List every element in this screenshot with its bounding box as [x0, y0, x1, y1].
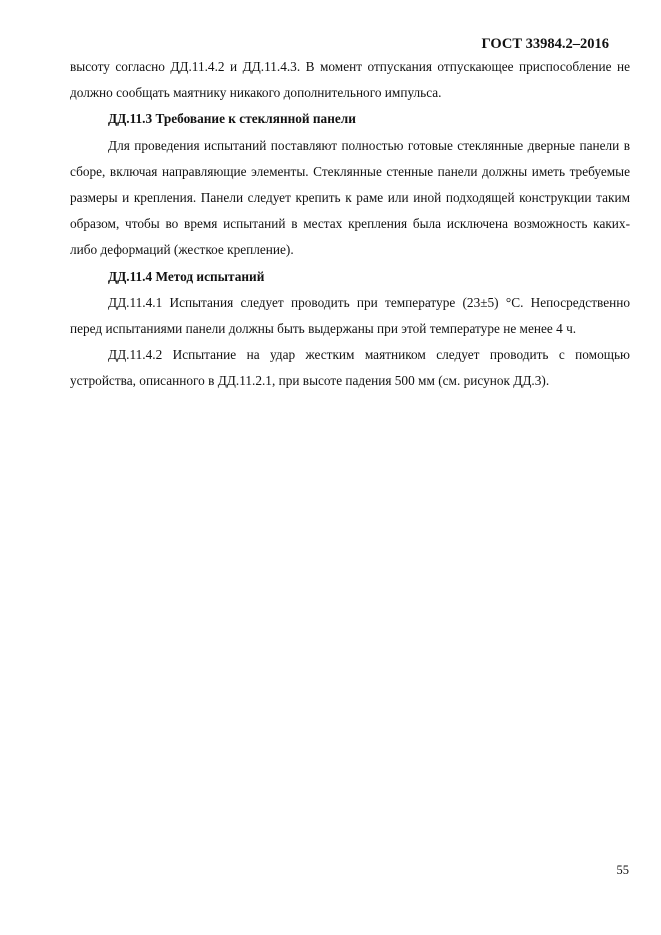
- section-heading-glass-panel: ДД.11.3 Требование к стеклянной панели: [108, 111, 356, 127]
- clause-11-4-1-paragraph: ДД.11.4.1 Испытания следует проводить при температуре (23±5) °С. Непосредственно перед испытаниями панели должны быть выдержаны при этой температуре не менее 4 ч.: [70, 294, 630, 337]
- continuation-paragraph: высоту согласно ДД.11.4.2 и ДД.11.4.3. В момент отпускания отпускающее приспособление не должно сообщать маятнику никакого дополнительного импульса.: [70, 59, 630, 101]
- document-body: [70, 54, 630, 395]
- clause-11-4-2-paragraph: ДД.11.4.2 Испытание на удар жестким маятником следует проводить с помощью устройства, описанного в ДД.11.2.1, при высоте падения 500 мм (см. рисунок ДД.3).: [70, 347, 630, 389]
- document-code: ГОСТ 33984.2–2016: [481, 36, 609, 52]
- glass-panel-paragraph: Для проведения испытаний поставляют полностью готовые стеклянные дверные панели в сборе, включая направляющие элементы. Стеклянные стенные панели должны иметь требуемые размеры и крепления. Панели следует крепить к раме или иной подходящей конструкции таким образом, чтобы во время испытаний в местах крепления была исключена возможность каких-либо деформаций (жесткое крепление).: [70, 137, 630, 258]
- section-heading-test-method: ДД.11.4 Метод испытаний: [108, 268, 265, 284]
- page-number: 55: [616, 863, 629, 877]
